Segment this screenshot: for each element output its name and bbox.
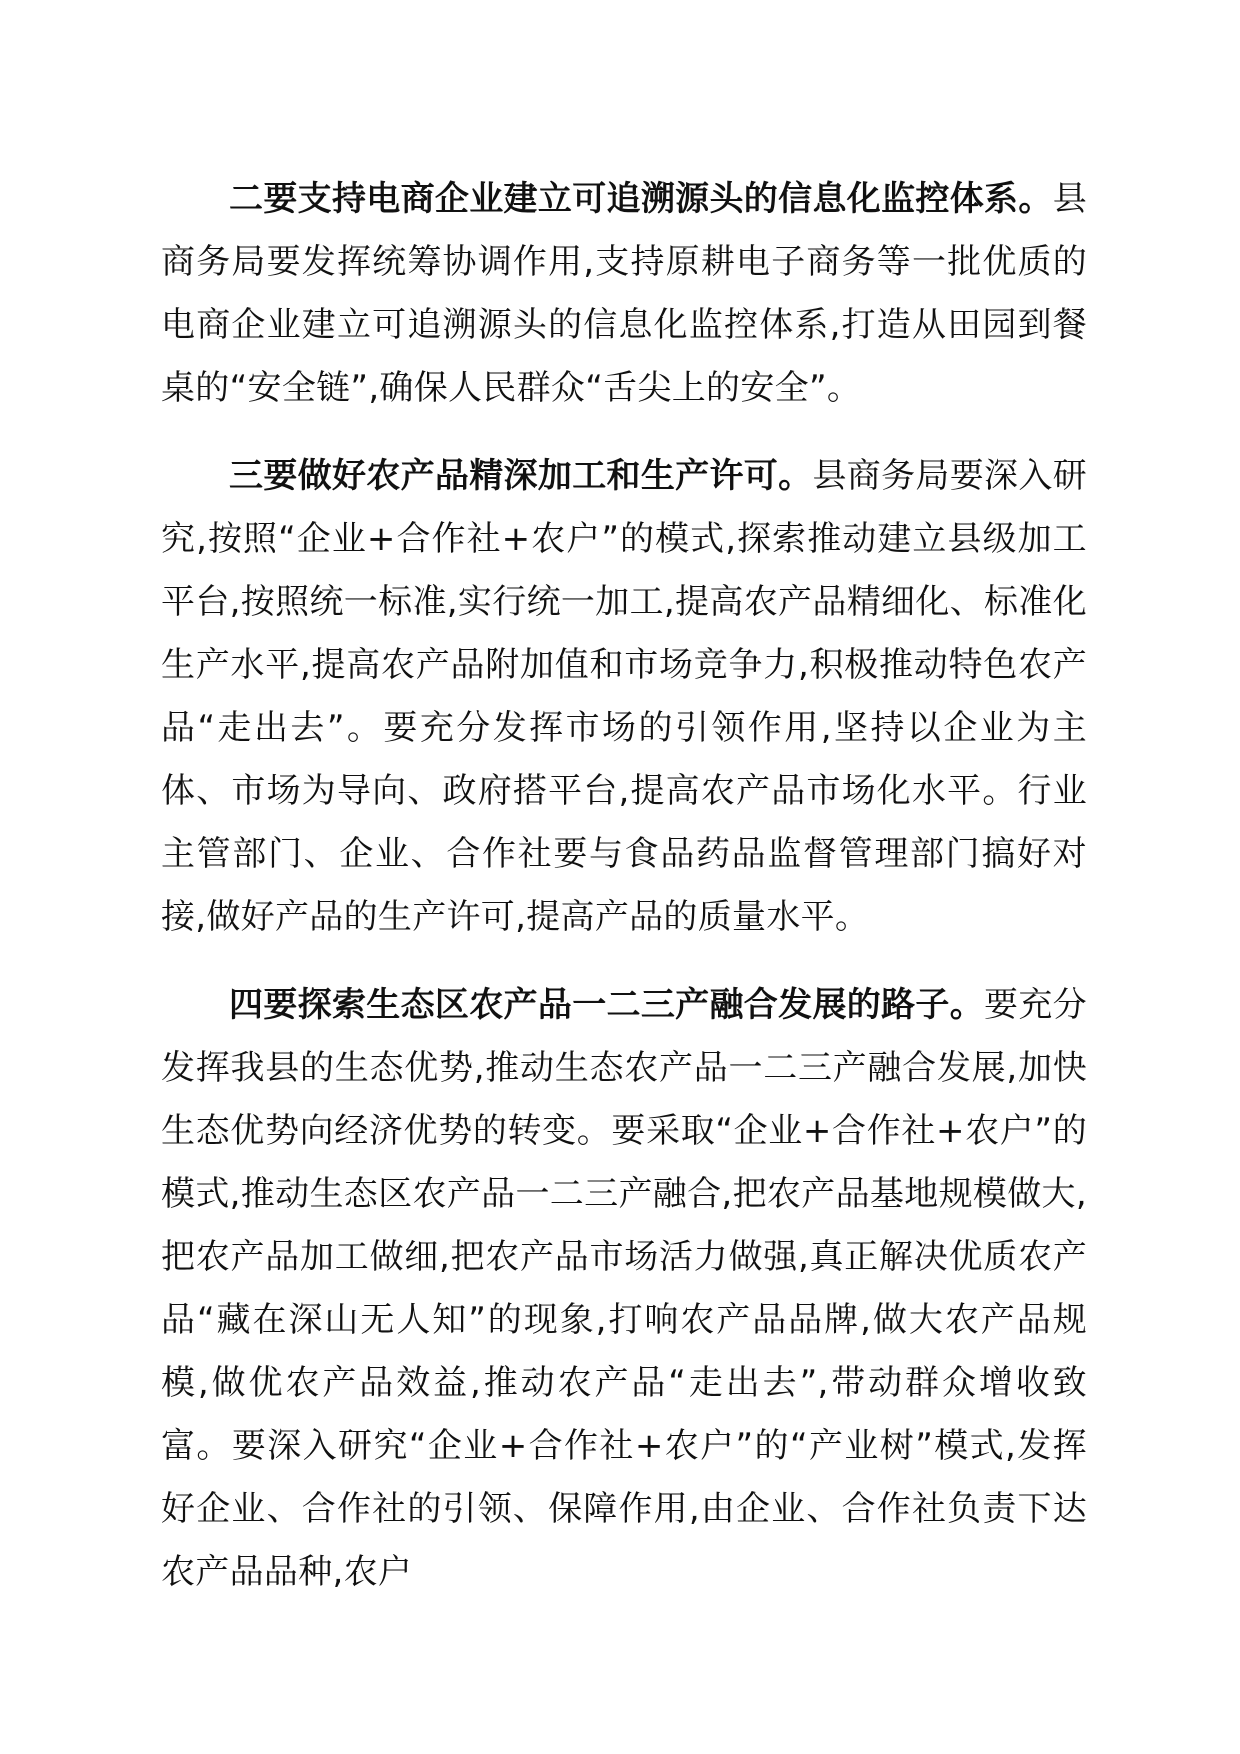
paragraph-heading: 二要支持电商企业建立可追溯源头的信息化监控体系。 <box>229 179 1053 219</box>
paragraph-heading: 四要探索生态区农产品一二三产融合发展的路子。 <box>229 985 985 1025</box>
paragraph-3 <box>161 445 1087 949</box>
paragraph-4 <box>161 974 1087 1604</box>
paragraph-text: 县商务局要发挥统筹协调作用,支持原耕电子商务等一批优质的电商企业建立可追溯源头的信息化监控体系,打造从田园到餐桌的“安全链”,确保人民群众“舌尖上的安全”。 <box>161 179 1087 408</box>
paragraph-2 <box>161 168 1087 420</box>
paragraph-text: 要充分发挥我县的生态优势,推动生态农产品一二三产融合发展,加快生态优势向经济优势的转变。要采取“企业+合作社+农户”的模式,推动生态区农产品一二三产融合,把农产品基地规模做大,把农产品加工做细,把农产品市场活力做强,真正解决优质农产品“藏在深山无人知”的现象,打响农产品品牌,做大农产品规模,做优农产品效益,推动农产品“走出去”,带动群众增收致富。要深入研究“企业+合作社+农户”的“产业树”模式,发挥好企业、合作社的引领、保障作用,由企业、合作社负责下达农产品品种,农户 <box>161 985 1087 1592</box>
paragraph-text: 县商务局要深入研究,按照“企业+合作社+农户”的模式,探索推动建立县级加工平台,按照统一标准,实行统一加工,提高农产品精细化、标准化生产水平,提高农产品附加值和市场竞争力,积极推动特色农产品“走出去”。要充分发挥市场的引领作用,坚持以企业为主体、市场为导向、政府搭平台,提高农产品市场化水平。行业主管部门、企业、合作社要与食品药品监督管理部门搞好对接,做好产品的生产许可,提高产品的质量水平。 <box>161 456 1087 937</box>
paragraph-heading: 三要做好农产品精深加工和生产许可。 <box>229 456 813 496</box>
document-body <box>161 168 1087 1604</box>
